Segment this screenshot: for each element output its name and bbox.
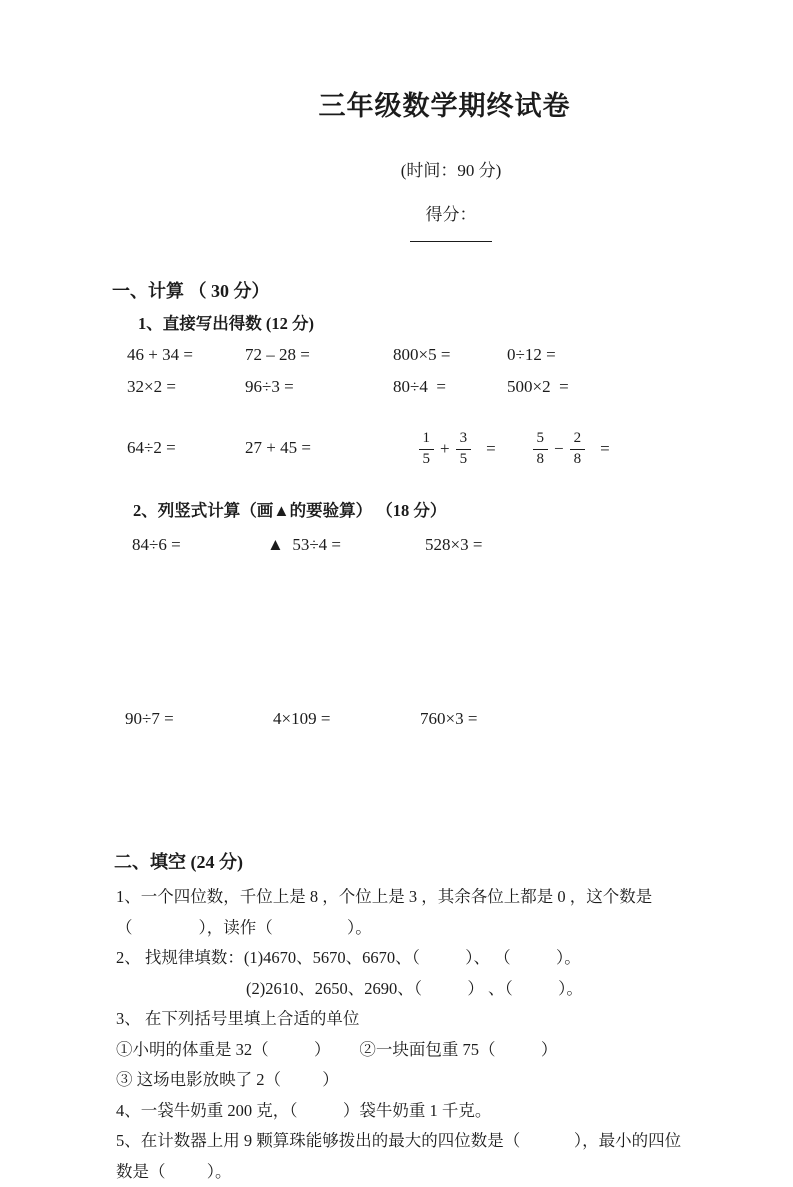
fraction-problem: [507, 404, 793, 491]
question-3-line-2: ①小明的体重是 32（ ） ②一块面包重 75（ ）: [116, 1035, 753, 1066]
problem: 27 + 45 =: [245, 437, 393, 459]
problem: 800×5 =: [393, 344, 507, 366]
question-5-line-2: 数是（ ）。: [116, 1157, 753, 1187]
question-2-line-2: (2)2610、2650、2690、（ ） 、（ ）。: [246, 974, 753, 1005]
fill-in-blank-questions: [0, 882, 793, 1187]
problem: 96÷3 =: [245, 376, 393, 398]
problem: 72 – 28 =: [245, 344, 393, 366]
problem-with-check-mark: ▲ 53÷4 =: [267, 534, 425, 556]
numerator: 1: [419, 429, 435, 449]
fraction-problem: [393, 404, 507, 491]
problem: 64÷2 =: [127, 437, 245, 459]
question-3-line-1: 3、 在下列括号里填上合适的单位: [116, 1004, 753, 1035]
page-title: 三年级数学期终试卷: [96, 0, 793, 124]
denominator: 5: [419, 449, 435, 470]
problem: 90÷7 =: [125, 708, 273, 730]
problem: 0÷12 =: [507, 344, 793, 366]
numerator: 5: [533, 429, 549, 449]
operator: +: [440, 438, 450, 460]
problem: 80÷4 =: [393, 376, 507, 398]
numerator: 3: [456, 429, 472, 449]
column-calc-row-1: [132, 534, 793, 556]
exam-meta-line: [92, 138, 793, 270]
section2-heading: 二、填空 (24 分): [114, 850, 793, 874]
section1-part1-heading: 1、直接写出得数 (12 分): [138, 313, 793, 335]
equals-sign: =: [486, 438, 496, 460]
problem: 46 + 34 =: [127, 344, 245, 366]
section1-heading: 一、计算 （ 30 分）: [112, 280, 793, 302]
fraction: [456, 429, 472, 469]
problem: 528×3 =: [425, 534, 482, 556]
mental-math-row-1: [127, 344, 793, 366]
equals-sign: =: [600, 438, 610, 460]
question-3-line-3: ③ 这场电影放映了 2（ ）: [116, 1065, 753, 1096]
denominator: 8: [570, 449, 586, 470]
question-1-line-1: 1、一个四位数，千位上是 8 ，个位上是 3 ，其余各位上都是 0 ，这个数是: [116, 882, 753, 913]
question-5-line-1: 5、在计数器上用 9 颗算珠能够拨出的最大的四位数是（ ），最小的四位: [116, 1126, 753, 1157]
section1-part2-heading: 2、列竖式计算（画▲的要验算） （18 分）: [133, 500, 793, 522]
problem: 4×109 =: [273, 708, 420, 730]
problem: 84÷6 =: [132, 534, 267, 556]
denominator: 5: [456, 449, 472, 470]
question-4-line: 4、一袋牛奶重 200 克，（ ）袋牛奶重 1 千克。: [116, 1096, 753, 1127]
problem: 500×2 =: [507, 376, 793, 398]
column-calc-row-2: [125, 708, 793, 730]
time-limit-label: (时间：90 分): [401, 161, 502, 180]
problem: 760×3 =: [420, 708, 477, 730]
fraction: [419, 429, 435, 469]
problem: 32×2 =: [127, 376, 245, 398]
numerator: 2: [570, 429, 586, 449]
fraction-expression: [419, 429, 496, 469]
question-1-line-2: （ ），读作（ ）。: [116, 913, 753, 944]
denominator: 8: [533, 449, 549, 470]
operator: −: [554, 438, 564, 460]
score-blank-line: [410, 227, 492, 242]
mental-math-row-2: [127, 376, 793, 398]
fraction: [533, 429, 549, 469]
fraction: [570, 429, 586, 469]
score-label: 得分：: [426, 205, 477, 224]
fraction-expression: [533, 429, 610, 469]
question-2-line-1: 2、 找规律填数：(1)4670、5670、6670、（ ）、 （ ）。: [116, 943, 753, 974]
mental-math-row-3: [127, 404, 793, 491]
